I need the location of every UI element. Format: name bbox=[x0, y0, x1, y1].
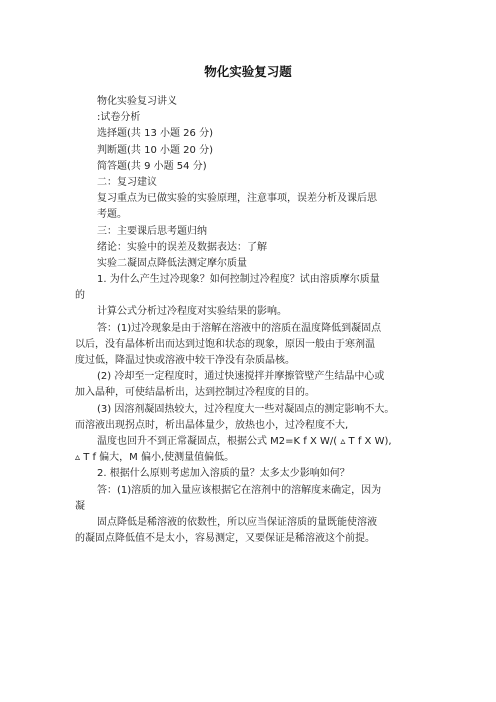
document-line: 以后，没有晶体析出而达到过饱和状态的现象，原因一般由于寒剂温 bbox=[75, 338, 375, 350]
document-line: 选择题(共 13 小题 26 分) bbox=[97, 128, 213, 140]
document-line: 凝 bbox=[75, 500, 85, 512]
document-line: 固点降低是稀溶液的依数性，所以应当保证溶质的量既能使溶液 bbox=[97, 516, 377, 528]
document-line: 考题。 bbox=[97, 209, 127, 221]
document-line: 度过低，降温过快或溶液中较干净没有杂质晶核。 bbox=[75, 355, 295, 366]
document-line: 答：(1)溶质的加入量应该根据它在溶剂中的溶解度来确定，因为 bbox=[97, 484, 382, 496]
document-line: (3) 因溶剂凝固热较大，过冷程度大一些对凝固点的测定影响不大。 bbox=[97, 403, 395, 415]
document-line: 加入晶种，可使结晶析出，达到控制过冷程度的目的。 bbox=[75, 387, 315, 399]
document-line: 的凝固点降低值不是太小，容易测定，又要保证是稀溶液这个前提。 bbox=[75, 533, 375, 545]
document-line: 2. 根据什么原则考虑加入溶质的量？太多太少影响如何？ bbox=[97, 468, 350, 480]
document-line: 答：(1)过冷现象是由于溶解在溶液中的溶质在温度降低到凝固点 bbox=[97, 322, 382, 334]
document-line: 简答题(共 9 小题 54 分) bbox=[97, 160, 207, 172]
document-line: 1. 为什么产生过冷现象？如何控制过冷程度？试由溶质摩尔质量 bbox=[97, 274, 380, 286]
document-line: 实验二凝固点降低法测定摩尔质量 bbox=[97, 257, 247, 269]
document-body bbox=[75, 94, 421, 547]
document-line: 而溶液出现拐点时，析出晶体量少，放热也小，过冷程度不大, bbox=[75, 419, 349, 431]
document-line: 复习重点为已做实验的实验原理，注意事项，误差分析及课后思 bbox=[97, 193, 377, 205]
document-line: 的 bbox=[75, 290, 85, 302]
document-line: 温度也回升不到正常凝固点，根据公式 M2=K f X W/( ▵ T f X W), bbox=[97, 435, 392, 447]
document-line: (2) 冷却至一定程度时，通过快速搅拌并摩擦管壁产生结晶中心或 bbox=[97, 371, 385, 383]
document-line: 二：复习建议 bbox=[97, 176, 157, 188]
document-line: ▵ T f 偏大，M 偏小,使测量值偏低。 bbox=[75, 452, 235, 464]
document-line: 计算公式分析过冷程度对实验结果的影响。 bbox=[97, 306, 287, 318]
document-line: 绪论：实验中的误差及数据表达：了解 bbox=[97, 241, 267, 253]
document-title: 物化实验复习题 bbox=[204, 64, 292, 79]
document-line: 判断题(共 10 小题 20 分) bbox=[97, 144, 213, 156]
document-line: :试卷分析 bbox=[97, 112, 141, 124]
document-line: 三：主要课后思考题归纳 bbox=[97, 225, 207, 237]
document-line: 物化实验复习讲义 bbox=[97, 96, 177, 107]
